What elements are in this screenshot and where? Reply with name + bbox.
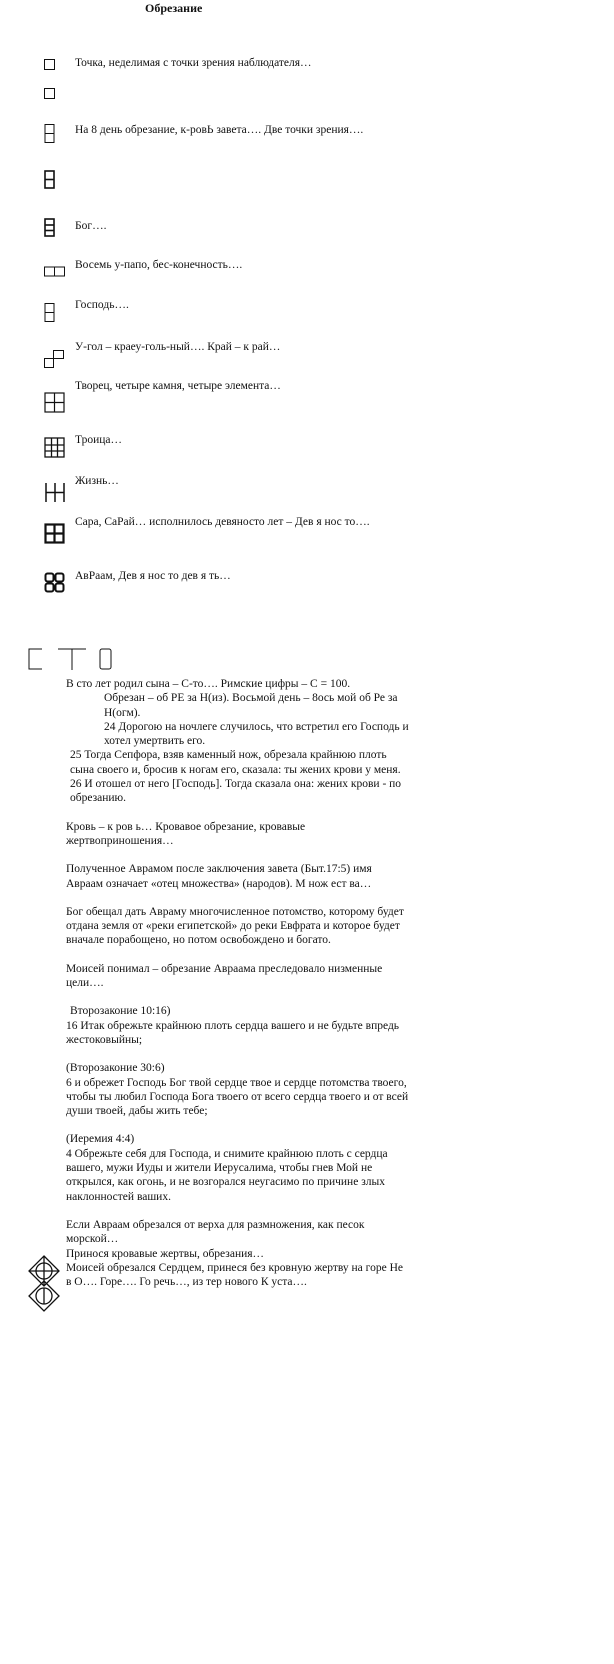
item-label: У-гол – краеу-голь-ный…. Край – к рай… [75,341,281,353]
two-cell-bold-icon [44,170,56,190]
small-square-icon [44,88,56,100]
item-label: На 8 день обрезание, к-ровЬ завета…. Две точки зрения…. [75,124,364,136]
four-cell-bold-grid-icon [44,523,66,545]
paragraph: Если Авраам обрезался от верха для размножения, как песок морской… [66,1218,365,1246]
paragraph: Кровь – к ров ь… Кровавое обрезание, кровавые жертвоприношения… [66,820,306,847]
paragraph: Бог обещал дать Авраму многочисленное потомство, которому будет отдана земля от «реки египетской» до реки Евфрата и которое будет вначале порабощено, но потом освобождено и богато. [66,905,404,947]
item-label: Точка, неделимая с точки зрения наблюдателя… [75,57,312,69]
shape-row [28,648,118,677]
paragraph: 4 Обрежьте себя для Господа, и снимите крайнюю плоть с сердца вашего, мужи Иуды и жители Иерусалима, чтобы гнев Мой не открылся, как огонь, и не возгорался неугасимо по причине злых наклонностей ваших. [66,1147,388,1203]
page-title: Обрезание [145,1,203,15]
paragraph: Обрезан – об РЕ за Н(из). Восьмой день – 8ось мой об Ре за Н(огм). [104,692,398,719]
item-label: Бог…. [75,220,107,232]
paragraph: Второзаконие 10:16) [70,1005,171,1018]
bracket-icon [29,649,42,669]
horizontal-two-cell-icon [44,266,66,278]
paragraph: Моисей понимал – обрезание Авраама преследовало низменные цели…. [66,962,383,990]
item-label: Творец, четыре камня, четыре элемента… [75,380,281,392]
body-text [66,677,411,1289]
two-cell-rect-icon [44,124,56,144]
paragraph: Принося кровавые жертвы, обрезания… [66,1247,265,1260]
paragraph: 26 И отошел от него [Господь]. Тогда сказала она: жених крови - по обрезанию. [70,778,402,805]
corner-grid-icon [44,350,66,370]
item-label: Троица… [75,434,122,446]
paragraph: Полученное Аврамом после заключения завета (Быт.17:5) имя Авраам означает «отец множества» (народов). М нож ест ва… [66,863,372,890]
paragraph: Моисей обрезался Сердцем, принеся без кровную жертву на горе Не в О…. Горе…. Го речь…, из тер нового К уста…. [66,1261,403,1289]
paragraph: В сто лет родил сына – С-то…. Римские цифры – С = 100. [66,678,351,690]
paragraph: 25 Тогда Сепфора, взяв каменный нож, обрезала крайнюю плоть сына своего и, бросив к ногам его, сказала: ты жених крови у меня. [70,749,401,776]
t-shape-icon [58,649,86,670]
small-square-icon [44,59,56,71]
paragraph: (Иеремия 4:4) [66,1133,135,1146]
paragraph: 6 и обрежет Господь Бог твой сердце твое и сердце потомства твоего, чтобы ты любил Господа Бога твоего от всего сердца твоего и от всей души твоей, дабы жить тебе; [66,1076,409,1118]
item-label: Господь…. [75,299,129,311]
four-cell-grid-icon [44,392,66,414]
life-icon [44,482,66,504]
nine-cell-grid-icon [44,437,66,459]
item-label: Сара, СаРай… исполнилось девяносто лет – Дев я нос то…. [75,516,370,528]
paragraph: 16 Итак обрежьте крайнюю плоть сердца вашего и не будьте впредь жестоковыйны; [66,1019,400,1046]
item-label: АвРаам, Дев я нос то дев я ть… [75,570,231,582]
paragraph: 24 Дорогою на ночлеге случилось, что встретил его Господь и хотел умертвить его. [104,720,409,748]
paragraph: (Второзаконие 30:6) [66,1062,165,1075]
rounded-rect-icon [100,649,111,669]
three-cell-bold-icon [44,218,56,238]
rounded-four-cell-icon [44,572,66,594]
item-label: Восемь у-папо, бес-конечность…. [75,259,243,271]
circle-cross-diamond-icon [28,1255,60,1318]
item-label: Жизнь… [75,475,119,487]
two-cell-rect-icon [44,303,56,323]
